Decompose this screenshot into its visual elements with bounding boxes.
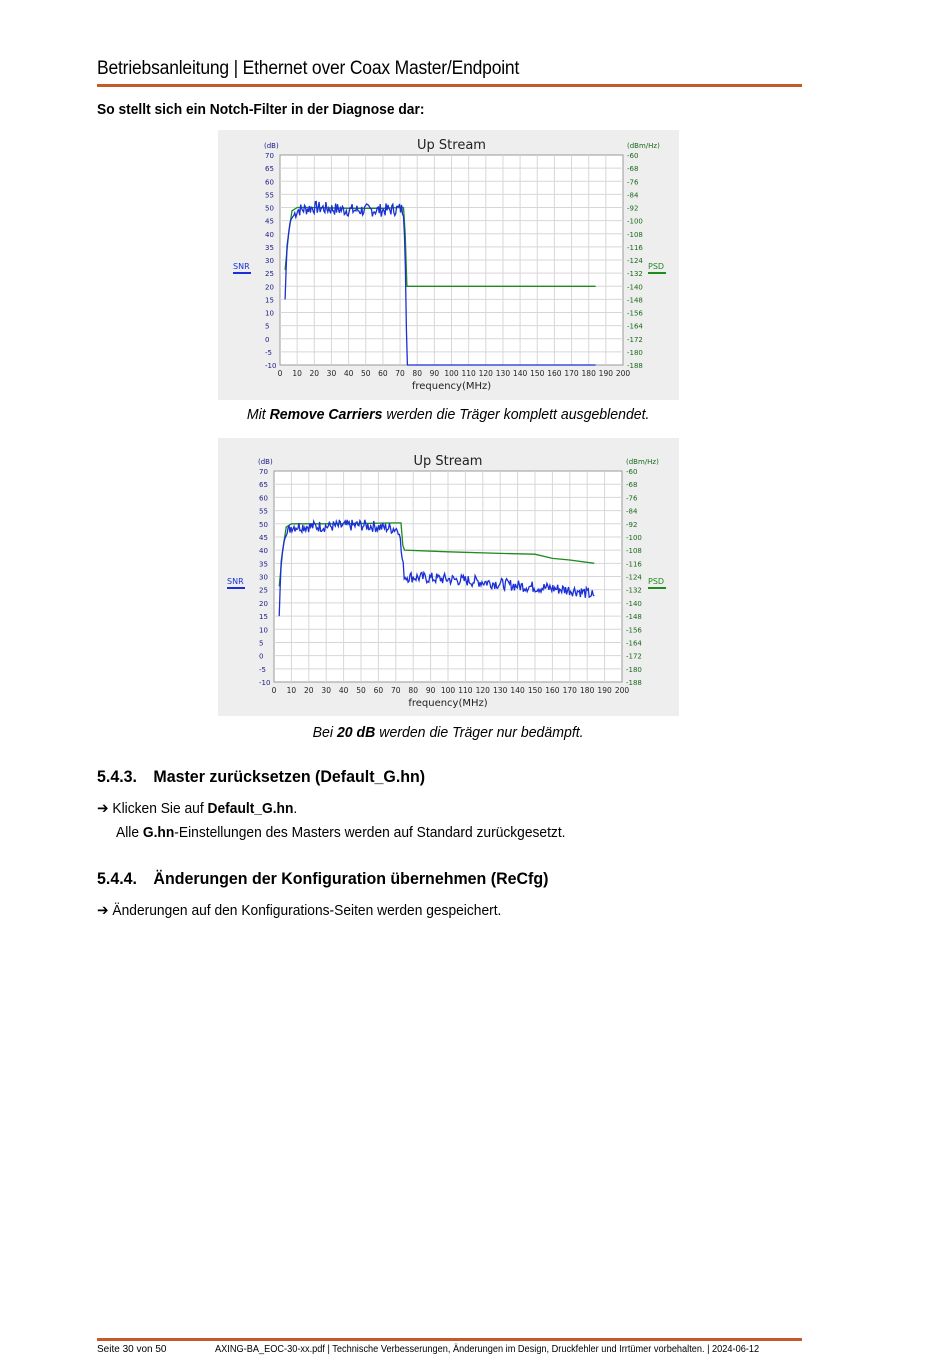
y-left-tick-label: 25 [259,586,268,595]
x-tick-label: 110 [458,686,473,695]
section-heading-5-4-3 [97,767,425,787]
x-tick-label: 40 [343,369,354,378]
x-axis-label: frequency(MHz) [411,381,492,392]
document-title: Betriebsanleitung | Ethernet over Coax Master/Endpoint [97,58,520,79]
y-right-tick-label: -172 [626,652,642,661]
y-left-tick-label: 60 [259,494,268,503]
x-tick-label: 100 [444,369,459,378]
y-right-unit-label: (dBm/Hz) [626,458,659,466]
x-tick-label: 60 [378,369,388,378]
chart-svg [218,438,679,716]
y-right-tick-label: -164 [626,639,642,648]
y-left-tick-label: 35 [259,560,268,569]
x-tick-label: 150 [530,369,545,378]
y-left-tick-label: 5 [265,322,270,331]
arrow-right-icon: ➔ [97,902,109,919]
y-right-tick-label: -68 [627,165,639,174]
y-right-unit-label: (dBm/Hz) [627,142,660,150]
x-tick-label: 180 [580,686,595,695]
x-tick-label: 110 [461,369,476,378]
x-tick-label: 90 [425,686,436,695]
caption-1-bold: Remove Carriers [269,406,383,423]
legend-snr-label: SNR [233,262,250,271]
x-tick-label: 130 [493,686,508,695]
y-right-tick-label: -132 [626,586,642,595]
section-heading-5-4-4 [97,869,548,889]
y-left-tick-label: 10 [265,309,274,318]
result-bold: G.hn [142,824,175,841]
x-tick-label: 70 [395,369,405,378]
legend-snr-label: SNR [227,577,244,586]
y-right-tick-label: -172 [627,335,643,344]
x-tick-label: 170 [562,686,577,695]
result-line [116,824,566,841]
section-title: Änderungen der Konfiguration übernehmen (ReCfg) [153,869,549,888]
x-tick-label: 60 [373,686,384,695]
y-left-tick-label: -10 [259,679,271,687]
result-post: -Einstellungen des Masters werden auf Standard zurückgesetzt. [174,824,566,841]
caption-2-bold: 20 dB [337,724,376,741]
x-tick-label: 50 [356,686,366,695]
x-tick-label: 80 [408,686,418,695]
y-left-tick-label: 45 [259,533,268,542]
y-left-tick-label: 30 [259,573,268,582]
x-tick-label: 10 [286,686,297,695]
y-right-tick-label: -108 [627,230,643,239]
y-right-tick-label: -148 [626,613,642,622]
section-number: 5.4.4. [97,869,137,888]
y-right-tick-label: -140 [627,283,643,292]
y-right-tick-label: -116 [627,243,643,252]
y-right-tick-label: -84 [626,507,638,516]
y-right-tick-label: -68 [626,481,638,490]
instruction-line [97,901,501,919]
chart-upstream-20db [218,438,679,716]
y-right-tick-label: -148 [627,296,643,305]
y-right-tick-label: -188 [627,362,643,370]
y-left-tick-label: 15 [259,613,268,622]
x-tick-label: 70 [391,686,401,695]
y-right-tick-label: -60 [627,152,639,160]
x-tick-label: 160 [547,369,562,378]
x-tick-label: 200 [615,369,631,378]
x-tick-label: 90 [429,369,440,378]
result-pre: Alle [116,824,143,841]
y-right-tick-label: -76 [626,494,638,503]
x-tick-label: 120 [478,369,493,378]
x-tick-label: 150 [527,686,543,695]
y-right-tick-label: -124 [627,257,643,265]
chart-title: Up Stream [417,138,486,153]
y-left-tick-label: 45 [265,217,274,226]
y-left-tick-label: 40 [265,230,274,239]
instruction-bold: Default_G.hn [207,800,294,817]
footer-rule [97,1338,802,1341]
y-right-tick-label: -180 [627,348,643,357]
y-right-tick-label: -180 [626,665,642,674]
y-left-unit-label: (dB) [264,142,279,150]
x-tick-label: 190 [597,686,612,695]
x-tick-label: 80 [412,369,422,378]
x-tick-label: 140 [510,686,525,695]
instruction-text: Änderungen auf den Konfigurations-Seiten werden gespeichert. [112,902,502,919]
y-left-tick-label: -10 [265,362,277,370]
y-right-tick-label: -92 [626,520,638,529]
caption-1-post: werden die Träger komplett ausgeblendet. [382,406,650,423]
y-left-tick-label: 50 [259,520,268,529]
y-right-tick-label: -92 [627,204,639,213]
y-right-tick-label: -164 [627,322,643,331]
x-tick-label: 40 [338,686,349,695]
footer-info: AXING-BA_EOC-30-xx.pdf | Technische Verbesserungen, Änderungen im Design, Druckfehler und Irrtümer vorbehalten. | 2024-06-12 [215,1344,760,1355]
x-tick-label: 200 [614,686,630,695]
x-axis-label: frequency(MHz) [408,698,488,709]
y-left-tick-label: 20 [265,283,274,292]
y-right-tick-label: -100 [627,217,643,226]
y-left-tick-label: 70 [259,468,268,476]
section-title: Master zurücksetzen (Default_G.hn) [153,767,426,786]
instruction-line [97,799,297,817]
x-tick-label: 30 [321,686,331,695]
y-left-tick-label: 35 [265,243,274,252]
y-left-tick-label: 50 [265,204,274,213]
y-left-tick-label: 15 [265,296,274,305]
caption-2-pre: Bei [313,724,338,741]
x-tick-label: 0 [277,369,283,378]
y-right-tick-label: -156 [626,626,642,635]
y-left-tick-label: -5 [259,665,266,674]
x-tick-label: 170 [564,369,579,378]
y-left-tick-label: 65 [265,165,274,174]
y-left-tick-label: 70 [265,152,274,160]
legend-psd-label: PSD [648,262,665,271]
y-right-tick-label: -188 [626,679,642,687]
x-tick-label: 100 [440,686,456,695]
y-left-tick-label: 60 [265,178,274,187]
x-tick-label: 10 [292,369,302,378]
y-left-tick-label: 55 [259,507,268,516]
chart-title: Up Stream [413,454,483,469]
caption-2-post: werden die Träger nur bedämpft. [375,724,584,741]
intro-text: So stellt sich ein Notch-Filter in der Diagnose dar: [97,101,425,118]
y-left-tick-label: 25 [265,270,274,279]
page-number: Seite 30 von 50 [97,1344,167,1355]
y-left-tick-label: 0 [259,652,264,661]
x-tick-label: 30 [326,369,337,378]
y-left-tick-label: -5 [265,348,272,357]
y-right-tick-label: -116 [626,560,642,569]
x-tick-label: 20 [304,686,314,695]
y-left-tick-label: 5 [259,639,264,648]
y-right-tick-label: -76 [627,178,639,187]
y-right-tick-label: -124 [626,573,642,582]
y-left-unit-label: (dB) [258,458,273,466]
y-left-tick-label: 30 [265,257,274,265]
y-right-tick-label: -60 [626,468,638,476]
x-tick-label: 160 [545,686,560,695]
legend-psd-label: PSD [648,577,665,586]
instruction-pre: Klicken Sie auf [112,800,208,817]
x-tick-label: 130 [495,369,511,378]
instruction-post: . [293,800,298,817]
chart-svg [218,130,679,400]
y-right-tick-label: -108 [626,547,642,556]
header-rule [97,84,802,87]
x-tick-label: 140 [512,369,528,378]
x-tick-label: 180 [581,369,596,378]
x-tick-label: 0 [271,686,277,695]
caption-chart-2 [0,724,897,741]
y-right-tick-label: -84 [627,191,639,200]
x-tick-label: 50 [360,369,371,378]
x-tick-label: 190 [598,369,614,378]
arrow-right-icon: ➔ [97,800,109,817]
chart-upstream-remove-carriers [218,130,679,400]
x-tick-label: 120 [475,686,490,695]
y-right-tick-label: -100 [626,533,642,542]
caption-1-pre: Mit [247,406,270,423]
y-left-tick-label: 65 [259,481,268,490]
y-left-tick-label: 40 [259,547,268,556]
y-right-tick-label: -140 [626,599,642,608]
y-left-tick-label: 20 [259,599,268,608]
y-right-tick-label: -132 [627,270,643,279]
y-left-tick-label: 55 [265,191,274,200]
section-number: 5.4.3. [97,767,137,786]
caption-chart-1 [0,406,897,423]
y-left-tick-label: 0 [265,335,270,344]
x-tick-label: 20 [309,369,320,378]
y-left-tick-label: 10 [259,626,268,635]
y-right-tick-label: -156 [627,309,643,318]
